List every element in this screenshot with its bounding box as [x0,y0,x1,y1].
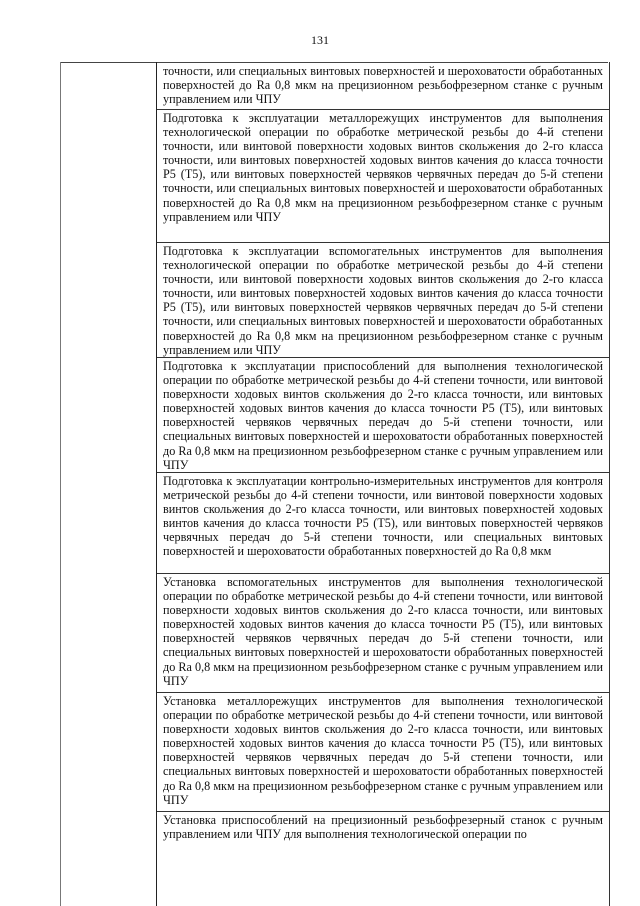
table-row [157,694,609,812]
table-row [157,575,609,693]
table-row [157,813,609,906]
row-text: Подготовка к эксплуатации вспомогательных инструментов для выполнения технологической операции по обработке метрической резьбы до 4-й степени точности, или винтовой поверхности ходовых винтов скольжения до 2-го класса точности, или винтовых поверхностей ходовых винтов качения до класса точности P5 (T5), или винтовых поверхностей червяков червячных передач до 5-й степени точности, или специальных винтовых поверхностей и шероховатости обработанных поверхностей до Ra 0,8 мкм на прецизионном резьбофрезерном станке с ручным управлением или ЧПУ [163,244,603,357]
row-text: точности, или специальных винтовых поверхностей и шероховатости обработанных поверхностей до Ra 0,8 мкм на прецизионном резьбофрезерном станке с ручным управлением или ЧПУ [163,64,603,107]
page-number: 131 [311,33,329,47]
table-row [157,359,609,473]
row-text: Подготовка к эксплуатации контрольно-измерительных инструментов для контроля метрической резьбы до 4-й степени точности, или винтовой поверхности ходовых винтов скольжения до 2-го класса точности, или винтовых поверхностей ходовых винтов качения до класса точности P5 (T5), или винтовых поверхностей червяков червячных передач до 5-й степени точности, или специальных винтовых поверхностей и шероховатости обработанных поверхностей до Ra 0,8 мкм [163,474,603,559]
row-text: Установка вспомогательных инструментов для выполнения технологической операции по обработке метрической резьбы до 4-й степени точности, или винтовой поверхности ходовых винтов скольжения до 2-го класса точности, или винтовых поверхностей ходовых винтов качения до класса точности P5 (T5), или винтовых поверхностей червяков червячных передач до 5-й степени точности, или специальных винтовых поверхностей и шероховатости обработанных поверхностей до Ra 0,8 мкм на прецизионном резьбофрезерном станке с ручным управлением или ЧПУ [163,575,603,688]
table-row [157,111,609,243]
row-text: Установка приспособлений на прецизионный резьбофрезерный станок с ручным управлением или ЧПУ для выполнения технологической операции по [163,813,603,842]
table-row [157,64,609,110]
document-table [60,62,608,906]
table-row [157,244,609,358]
table-row [157,474,609,574]
table-right-column [156,62,610,906]
row-text: Подготовка к эксплуатации приспособлений для выполнения технологической операции по обработке метрической резьбы до 4-й степени точности, или винтовой поверхности ходовых винтов скольжения до 2-го класса точности, или винтовых поверхностей ходовых винтов качения до класса точности P5 (T5), или винтовых поверхностей червяков червячных передач до 5-й степени точности, или специальных винтовых поверхностей и шероховатости обработанных поверхностей до Ra 0,8 мкм на прецизионном резьбофрезерном станке с ручным управлением или ЧПУ [163,359,603,472]
table-left-column [60,62,157,906]
row-text: Подготовка к эксплуатации металлорежущих инструментов для выполнения технологической операции по обработке метрической резьбы до 4-й степени точности, или винтовой поверхности ходовых винтов скольжения до 2-го класса точности, или винтовых поверхностей ходовых винтов качения до класса точности P5 (T5), или винтовых поверхностей червяков червячных передач до 5-й степени точности, или специальных винтовых поверхностей и шероховатости обработанных поверхностей до Ra 0,8 мкм на прецизионном резьбофрезерном станке с ручным управлением или ЧПУ [163,111,603,224]
row-text: Установка металлорежущих инструментов для выполнения технологической операции по обработке метрической резьбы до 4-й степени точности, или винтовой поверхности ходовых винтов скольжения до 2-го класса точности, или винтовых поверхностей ходовых винтов качения до класса точности P5 (T5), или винтовых поверхностей червяков червячных передач до 5-й степени точности, или специальных винтовых поверхностей и шероховатости обработанных поверхностей до Ra 0,8 мкм на прецизионном резьбофрезерном станке с ручным управлением или ЧПУ [163,694,603,807]
